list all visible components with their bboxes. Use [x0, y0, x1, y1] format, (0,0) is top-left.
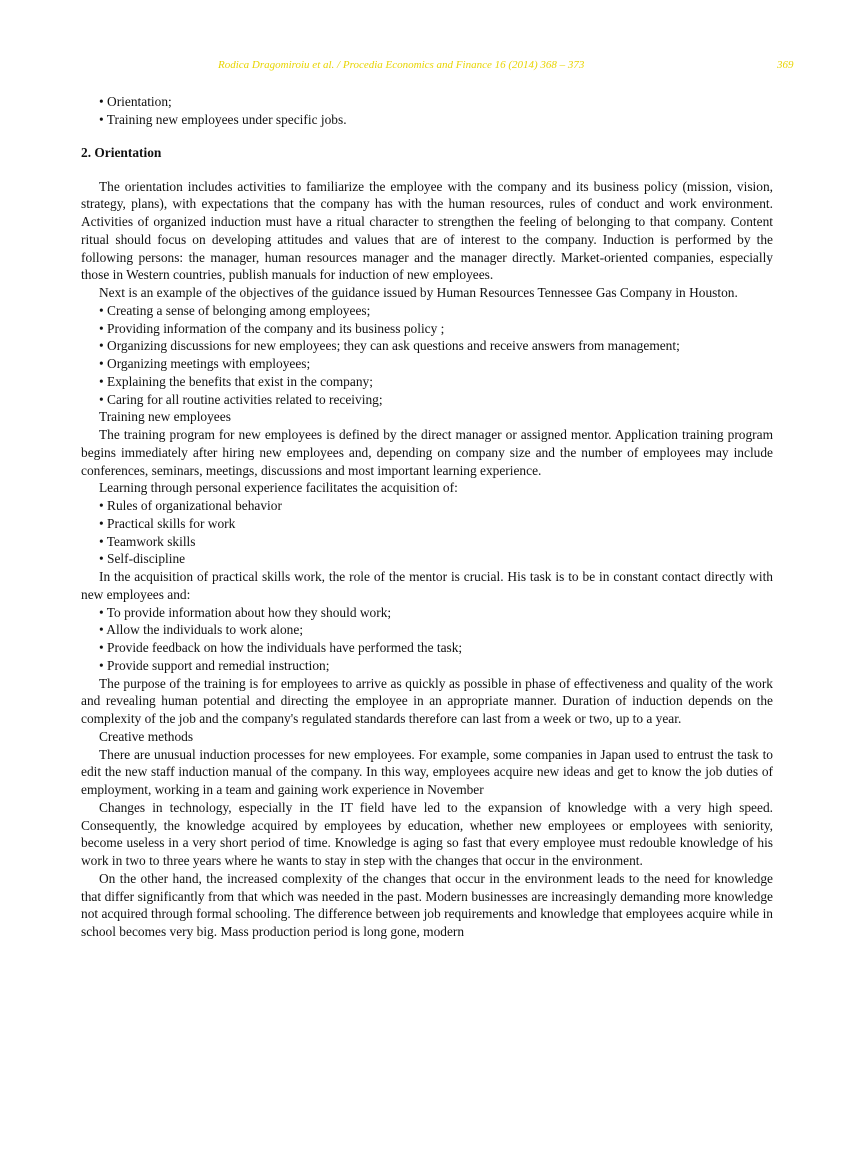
paragraph-complexity: On the other hand, the increased complexity of the changes that occur in the environment leads to the need for knowledge that differ significantly from that which was needed in the past. Modern businesses are increasingly demanding more knowledge not acquired through formal schooling. The difference between job requirements and knowledge that employees acquire while in school becomes very big. Mass production period is long gone, modern: [81, 870, 773, 939]
paragraph-unusual-induction: There are unusual induction processes for new employees. For example, some companies in Japan used to entrust the task to edit the new staff induction manual of the company. In this way, employees acquire new ideas and get to know the job duties of employment, working in a team and gaining work experience in November: [81, 746, 773, 797]
paragraph-orientation-definition: The orientation includes activities to familiarize the employee with the company and its business policy (mission, vision, strategy, plans), with expectations that the company has with the human resources, rules of conduct and work environment. Activities of organized induction must have a ritual character to strengthen the feeling of belonging to that company. Content ritual should focus on developing attitudes and values that are of interest to the company. Induction is performed by the following persons: the manager, human resources manager and the manager directly. Market-oriented companies, especially those in Western countries, publish manuals for induction of new employees.: [81, 178, 773, 283]
objective-item: • Caring for all routine activities related to receiving;: [99, 391, 383, 407]
intro-bullet-orientation: • Orientation;: [99, 94, 172, 109]
mentor-task-item: • Allow the individuals to work alone;: [99, 622, 304, 638]
mentor-task-item: • Provide support and remedial instruction;: [99, 657, 330, 673]
objective-item: • Providing information of the company and its business policy ;: [99, 320, 445, 336]
section-heading: 2. Orientation: [81, 145, 162, 160]
paragraph-technology-changes: Changes in technology, especially in the IT field have led to the expansion of knowledge with a very high speed. Consequently, the knowledge acquired by employees by education, whether new employees or employees with seniority, become useless in a very short period of time. Knowledge is aging so fast that every employee must redouble knowledge of his work in two to three years where he wants to stay in step with the changes that occur in the environment.: [81, 799, 773, 868]
skill-item: • Practical skills for work: [99, 515, 236, 531]
journal-citation: Rodica Dragomiroiu et al. / Procedia Economics and Finance 16 (2014) 368 – 373: [218, 59, 585, 71]
paragraph-mentor-role: In the acquisition of practical skills work, the role of the mentor is crucial. His task is to be in constant contact directly with new employees and:: [81, 569, 773, 602]
subhead-training: Training new employees: [99, 409, 231, 425]
mentor-task-item: • To provide information about how they should work;: [99, 604, 392, 620]
objective-item: • Explaining the benefits that exist in the company;: [99, 373, 373, 389]
body-text: [81, 93, 773, 941]
paragraph-training-purpose: The purpose of the training is for employees to arrive as quickly as possible in phase of effectiveness and quality of the work and revealing human potential and directing the employee in an appropriate manner. Duration of induction depends on the complexity of the job and the company's regulated standards therefore can last from a week or two, up to a year.: [81, 675, 773, 726]
skill-item: • Rules of organizational behavior: [99, 498, 282, 513]
page-number: 369: [777, 59, 794, 71]
objective-item: • Organizing meetings with employees;: [99, 356, 311, 371]
subhead-creative: Creative methods: [99, 728, 194, 744]
mentor-task-item: • Provide feedback on how the individuals have performed the task;: [99, 640, 463, 655]
objective-item: • Creating a sense of belonging among employees;: [99, 302, 371, 318]
skill-item: • Self-discipline: [99, 551, 186, 567]
skill-item: • Teamwork skills: [99, 533, 196, 549]
objective-item: • Organizing discussions for new employees; they can ask questions and receive answers from management;: [99, 338, 680, 354]
paragraph-guidance-example: Next is an example of the objectives of the guidance issued by Human Resources Tennessee Gas Company in Houston.: [99, 285, 738, 300]
paragraph-learning-experience: Learning through personal experience facilitates the acquisition of:: [99, 480, 458, 496]
intro-bullet-training: • Training new employees under specific jobs.: [99, 111, 347, 127]
paragraph-training-program: The training program for new employees is defined by the direct manager or assigned mentor. Application training program begins immediately after hiring new employees and, depending on company size and the number of employees may include conferences, seminars, meetings, discussions and most important learning experience.: [81, 427, 773, 478]
running-head: [0, 59, 846, 73]
